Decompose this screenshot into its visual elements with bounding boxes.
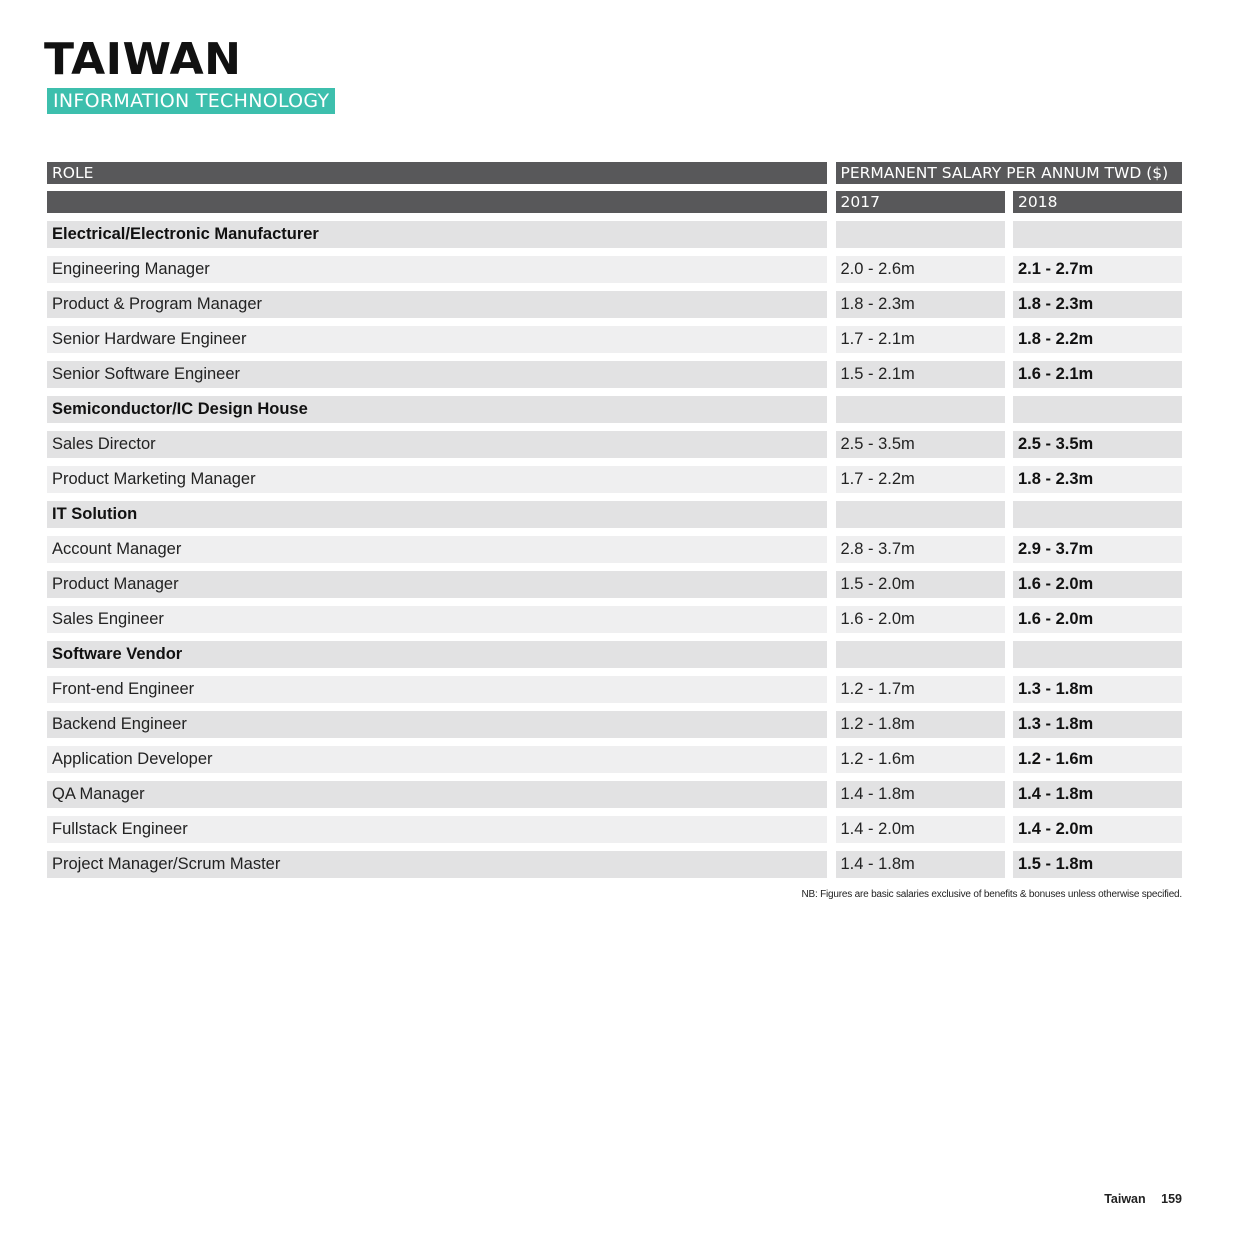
role-cell: Semiconductor/IC Design House [47, 396, 827, 423]
table-year-header-row [47, 191, 1182, 213]
salary-2018-cell: 1.6 - 2.0m [1013, 606, 1182, 633]
role-cell: Project Manager/Scrum Master [47, 851, 827, 878]
table-row [47, 291, 1182, 318]
salary-2018-cell: 2.5 - 3.5m [1013, 431, 1182, 458]
table-row [47, 676, 1182, 703]
table-row [47, 746, 1182, 773]
page-number: 159 [1161, 1192, 1182, 1206]
role-cell: Application Developer [47, 746, 827, 773]
section-subtitle: INFORMATION TECHNOLOGY [47, 88, 335, 114]
salary-2018-cell: 1.3 - 1.8m [1013, 711, 1182, 738]
table-header-row [47, 162, 1182, 184]
role-cell: QA Manager [47, 781, 827, 808]
salary-2017-cell: 1.8 - 2.3m [836, 291, 1005, 318]
role-cell: Backend Engineer [47, 711, 827, 738]
role-cell: IT Solution [47, 501, 827, 528]
salary-2017-cell [836, 641, 1005, 668]
role-cell: Sales Engineer [47, 606, 827, 633]
role-cell: Product Marketing Manager [47, 466, 827, 493]
table-row [47, 816, 1182, 843]
salary-2017-cell: 1.4 - 1.8m [836, 851, 1005, 878]
salary-2018-cell: 1.4 - 2.0m [1013, 816, 1182, 843]
table-row [47, 431, 1182, 458]
table-section-row [47, 221, 1182, 248]
salary-2017-cell: 2.5 - 3.5m [836, 431, 1005, 458]
table-section-row [47, 396, 1182, 423]
salary-2018-cell: 1.5 - 1.8m [1013, 851, 1182, 878]
salary-2017-cell [836, 501, 1005, 528]
table-row [47, 326, 1182, 353]
role-cell: Account Manager [47, 536, 827, 563]
salary-2018-cell: 1.6 - 2.0m [1013, 571, 1182, 598]
salary-2018-cell: 1.8 - 2.2m [1013, 326, 1182, 353]
table-body [47, 221, 1182, 878]
role-cell: Front-end Engineer [47, 676, 827, 703]
salary-2017-cell: 1.4 - 1.8m [836, 781, 1005, 808]
year-2017-header: 2017 [836, 191, 1005, 213]
salary-2017-cell: 1.2 - 1.8m [836, 711, 1005, 738]
role-cell: Product & Program Manager [47, 291, 827, 318]
salary-2018-cell: 1.8 - 2.3m [1013, 466, 1182, 493]
role-cell: Software Vendor [47, 641, 827, 668]
salary-column-header: PERMANENT SALARY PER ANNUM TWD ($) [836, 162, 1183, 184]
salary-2018-cell: 1.6 - 2.1m [1013, 361, 1182, 388]
role-column-header: ROLE [47, 162, 827, 184]
role-cell: Engineering Manager [47, 256, 827, 283]
salary-2017-cell: 1.2 - 1.7m [836, 676, 1005, 703]
salary-2017-cell: 1.4 - 2.0m [836, 816, 1005, 843]
salary-2018-cell: 2.9 - 3.7m [1013, 536, 1182, 563]
footer-country: Taiwan [1104, 1192, 1146, 1206]
salary-2017-cell: 1.6 - 2.0m [836, 606, 1005, 633]
role-cell: Product Manager [47, 571, 827, 598]
salary-2018-cell [1013, 396, 1182, 423]
table-row [47, 606, 1182, 633]
salary-2018-cell [1013, 501, 1182, 528]
salary-2017-cell: 2.0 - 2.6m [836, 256, 1005, 283]
salary-2018-cell: 1.3 - 1.8m [1013, 676, 1182, 703]
table-section-row [47, 641, 1182, 668]
role-cell: Electrical/Electronic Manufacturer [47, 221, 827, 248]
salary-2018-cell [1013, 221, 1182, 248]
table-row [47, 571, 1182, 598]
page-title: TAIWAN [44, 34, 242, 85]
salary-2017-cell: 1.2 - 1.6m [836, 746, 1005, 773]
salary-2017-cell: 1.5 - 2.1m [836, 361, 1005, 388]
salary-2017-cell: 1.7 - 2.2m [836, 466, 1005, 493]
salary-2018-cell: 2.1 - 2.7m [1013, 256, 1182, 283]
table-row [47, 781, 1182, 808]
role-cell: Fullstack Engineer [47, 816, 827, 843]
salary-2018-cell: 1.8 - 2.3m [1013, 291, 1182, 318]
year-2018-header: 2018 [1013, 191, 1182, 213]
salary-2017-cell [836, 396, 1005, 423]
salary-2018-cell [1013, 641, 1182, 668]
table-row [47, 466, 1182, 493]
blank-header-cell [47, 191, 827, 213]
table-row [47, 256, 1182, 283]
table-row [47, 711, 1182, 738]
page-footer [1104, 1192, 1182, 1206]
salary-2017-cell [836, 221, 1005, 248]
role-cell: Sales Director [47, 431, 827, 458]
table-row [47, 361, 1182, 388]
salary-2017-cell: 1.5 - 2.0m [836, 571, 1005, 598]
table-row [47, 851, 1182, 878]
table-section-row [47, 501, 1182, 528]
role-cell: Senior Software Engineer [47, 361, 827, 388]
footnote: NB: Figures are basic salaries exclusive of benefits & bonuses unless otherwise specified. [801, 889, 1182, 900]
salary-2017-cell: 2.8 - 3.7m [836, 536, 1005, 563]
salary-2018-cell: 1.2 - 1.6m [1013, 746, 1182, 773]
salary-table [47, 162, 1182, 886]
salary-2018-cell: 1.4 - 1.8m [1013, 781, 1182, 808]
table-row [47, 536, 1182, 563]
salary-2017-cell: 1.7 - 2.1m [836, 326, 1005, 353]
role-cell: Senior Hardware Engineer [47, 326, 827, 353]
